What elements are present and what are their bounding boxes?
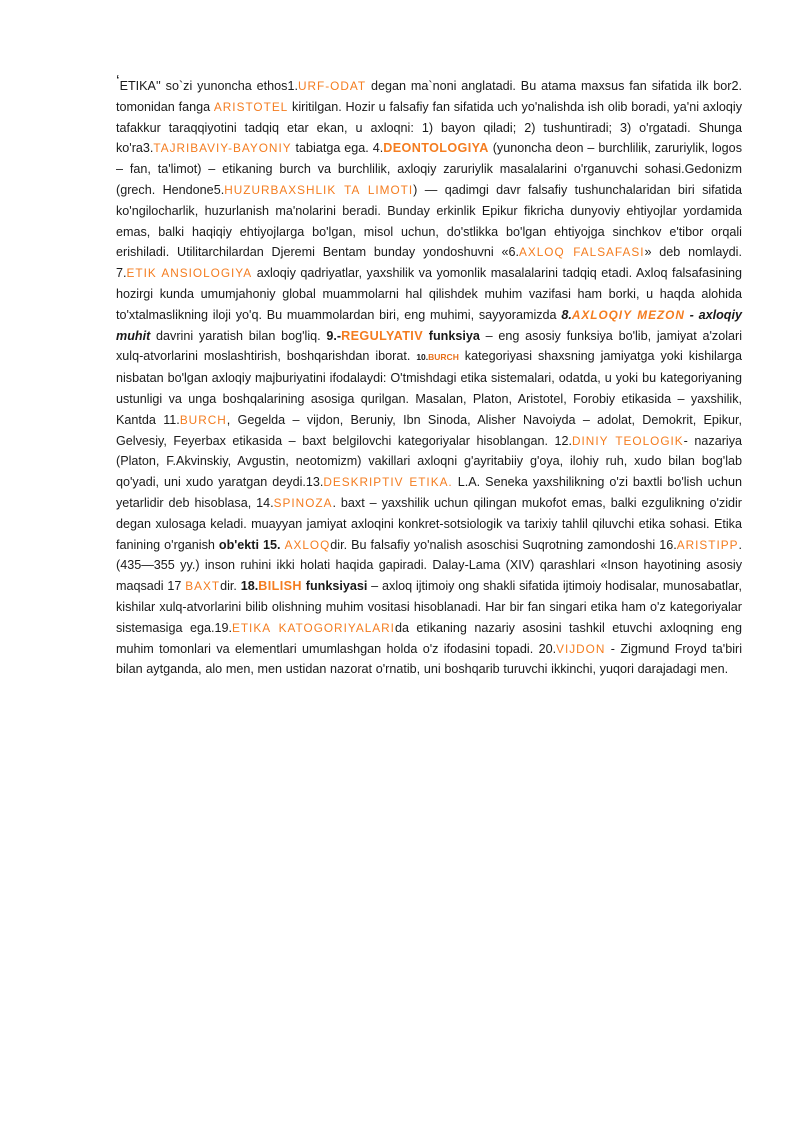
body-text: degan ma`noni anglatadi. Bu atama maxsus fan sifatida ilk bor2. tomonidan fanga <box>116 79 742 114</box>
answer-term: VIJDON <box>556 641 606 656</box>
body-text: , Gegelda – vijdon, Beruniy, Ibn Sinoda, Alisher Navoiyda – adolat, Demokrit, Epikur, Gelvesiy, Feyerbax etikasida – baxt belgilovchi kategoriyalar hisoblangan. 12. <box>116 412 742 448</box>
body-text: kiritilgan. Hozir u falsafiy fan sifatida uch yo'nalishda ish olib boradi, ya'ni axloqiy tafakkur taraqqiyotini tadqiq etar ekan, u axloqni: 1) bayon qiladi; 2) tushuntiradi; 3) o'rgatadi. Shunga ko'ra3. <box>116 99 742 156</box>
body-text: tabiatga ega. 4. <box>291 141 384 156</box>
answer-term: AXLOQIY MEZON <box>571 307 685 322</box>
body-text: L.A. Seneka yaxshilikning o'zi baxtli bo'lish uchun yetarlidir deb hisoblasa, 14. <box>116 475 742 510</box>
body-text: – axloq ijtimoiy ong shakli sifatida ijtimoiy hodisalar, munosabatlar, kishilar xulq-atvorlarini bilib olishning muhim vositasi hisoblanadi. Har bir fan singari etika ham o'z kategoriyalar sistemasiga ega.19. <box>116 579 743 635</box>
answer-term: ETIK ANSIOLOGIYA <box>126 266 253 281</box>
answer-term: URF-ODAT <box>297 79 367 93</box>
bold-italic-text: - axloqiy muhit <box>116 307 743 343</box>
answer-term: BURCH <box>179 412 227 427</box>
body-text: ) — qadimgi davr falsafiy tushunchalaridan biri sifatida ko'ngilocharlik, huzurlanish ma'nolarini beradi. Bunday erkinlik Epikur fikricha dunyoviy ehtiyojlar yordamida emas, balki haqiqiy ehtiyojlarga bo'lgan, misol uchun, do'stlikka bo'lgan ehtiyojga sinchkov e'tibor orqali erishiladi. Utilitarchilardan Djeremi Bentam bunday yondoshuvni «6. <box>116 182 742 260</box>
bold-italic-text: 8. <box>561 307 572 322</box>
answer-term: AXLOQ <box>284 537 331 552</box>
body-text: .(435—355 yy.) inson ruhini ikki holati haqida gapiradi. Dalay-Lama (XIV) qarashlari «Inson hayotining asosiy maqsadi 17 <box>116 537 742 594</box>
bold-text: 18. <box>240 579 259 594</box>
answer-term: AXLOQ FALSAFASI <box>519 245 645 260</box>
answer-term: BILISH <box>258 579 302 594</box>
answer-term: DESKRIPTIV ETIKA. <box>323 475 453 490</box>
bold-text: funksiyasi <box>301 579 368 594</box>
bold-text: 10. <box>416 352 429 363</box>
answer-term: ARISTOTEL <box>213 99 289 114</box>
body-text: kategoriyasi shaxsning jamiyatga yoki kishilarga nisbatan bo'lgan axloqiy majburiyatini ifodalaydi: O'tmishdagi etika sistemalari, odatda, u yoki bu kategoriyaning ustunligi va unga boshqalarining asosiga qurilgan. Masalan, Platon, Aristotel, Forobiy etikasida – yaxshilik, Kantda 11. <box>116 349 742 427</box>
body-text: - nazariya (Platon, F.Akvinskiy, Avgustin, neotomizm) vakillari axloqni g'ayritabiiy g'oya, ilohiy ruh, xudo bilan bog'lab qo'yadi, uni xudo yaratgan deydi.13. <box>116 433 743 490</box>
opening-quote-mark: ‘ <box>116 73 120 90</box>
bold-text: ob'ekti 15. <box>218 537 281 552</box>
answer-term: TAJRIBAVIY-BAYONIY <box>153 141 292 156</box>
bold-text: 9.- <box>326 328 342 343</box>
answer-term: DEONTOLOGIYA <box>383 141 489 156</box>
body-text: - Zigmund Froyd ta'biri bilan aytganda, alo men, men ustidan nazorat o'rnatib, uni boshqarib turuvchi ikkinchi, yuqori darajadagi men. <box>116 641 742 677</box>
answer-term: HUZURBAXSHLIK TA LIMOTI <box>224 182 414 197</box>
body-text: da etikaning nazariy asosini tashkil etuvchi axloqning eng muhim tomonlari va elementlari umumlashgan holda o'z ifodasini topadi. 20. <box>116 620 743 656</box>
answer-term: BAXT <box>185 579 221 594</box>
bold-text: funksiya <box>423 328 480 343</box>
body-text: ETIKA'' so`zi yunoncha ethos1. <box>119 79 298 93</box>
body-text: dir. <box>220 579 241 594</box>
answer-term: ARISTIPP <box>676 537 739 552</box>
body-text: davrini yaratish bilan bog'liq. <box>150 328 327 343</box>
body-text: (yunoncha deon – burchlilik, zaruriylik, logos – fan, ta'limot) – etikaning burch va burchlilik, axloqiy zaruriylik masalalarini o'rganuvchi sohasi.Gedonizm (grech. Hendone5. <box>116 141 742 197</box>
answer-term: ETIKA KATOGORIYALARI <box>231 620 395 635</box>
body-text: » deb nomlaydi. 7. <box>116 245 742 281</box>
body-text: axloqiy qadriyatlar, yaxshilik va yomonlik masalalarini tadqiq etadi. Axloq falsafasining hozirgi kunda umumjahoniy global muammolarni hal qilishdek muhim vazifasi ham borki, u haqda alohida to'xtalmaslikning iloji yo'q. Bu muammolardan biri, eng muhimi, sayyoramizda <box>116 266 742 322</box>
answer-term: DINIY TEOLOGIK <box>572 433 684 448</box>
body-text: dir. Bu falsafiy yo'nalish asoschisi Suqrotning zamondoshi 16. <box>330 537 677 552</box>
answer-term: SPINOZA <box>273 495 333 510</box>
answer-term: REGULYATIV <box>341 328 424 343</box>
body-text: – eng asosiy funksiya bo'lib, jamiyat a'zolari xulq-atvorlarini moslashtirish, boshqarishdan iborat. <box>116 328 742 364</box>
body-text: . baxt – yaxshilik uchun qilingan mukofot emas, balki ezgulikning o'zidir degan xulosaga keladi. muayyan jamiyat axloqini konkret-sotsiologik va tarixiy tahlil qiluvchi etika sohasi. Etika fanining o'rganish <box>116 495 742 552</box>
answer-term: BURCH <box>428 352 459 363</box>
document-body <box>116 73 743 680</box>
